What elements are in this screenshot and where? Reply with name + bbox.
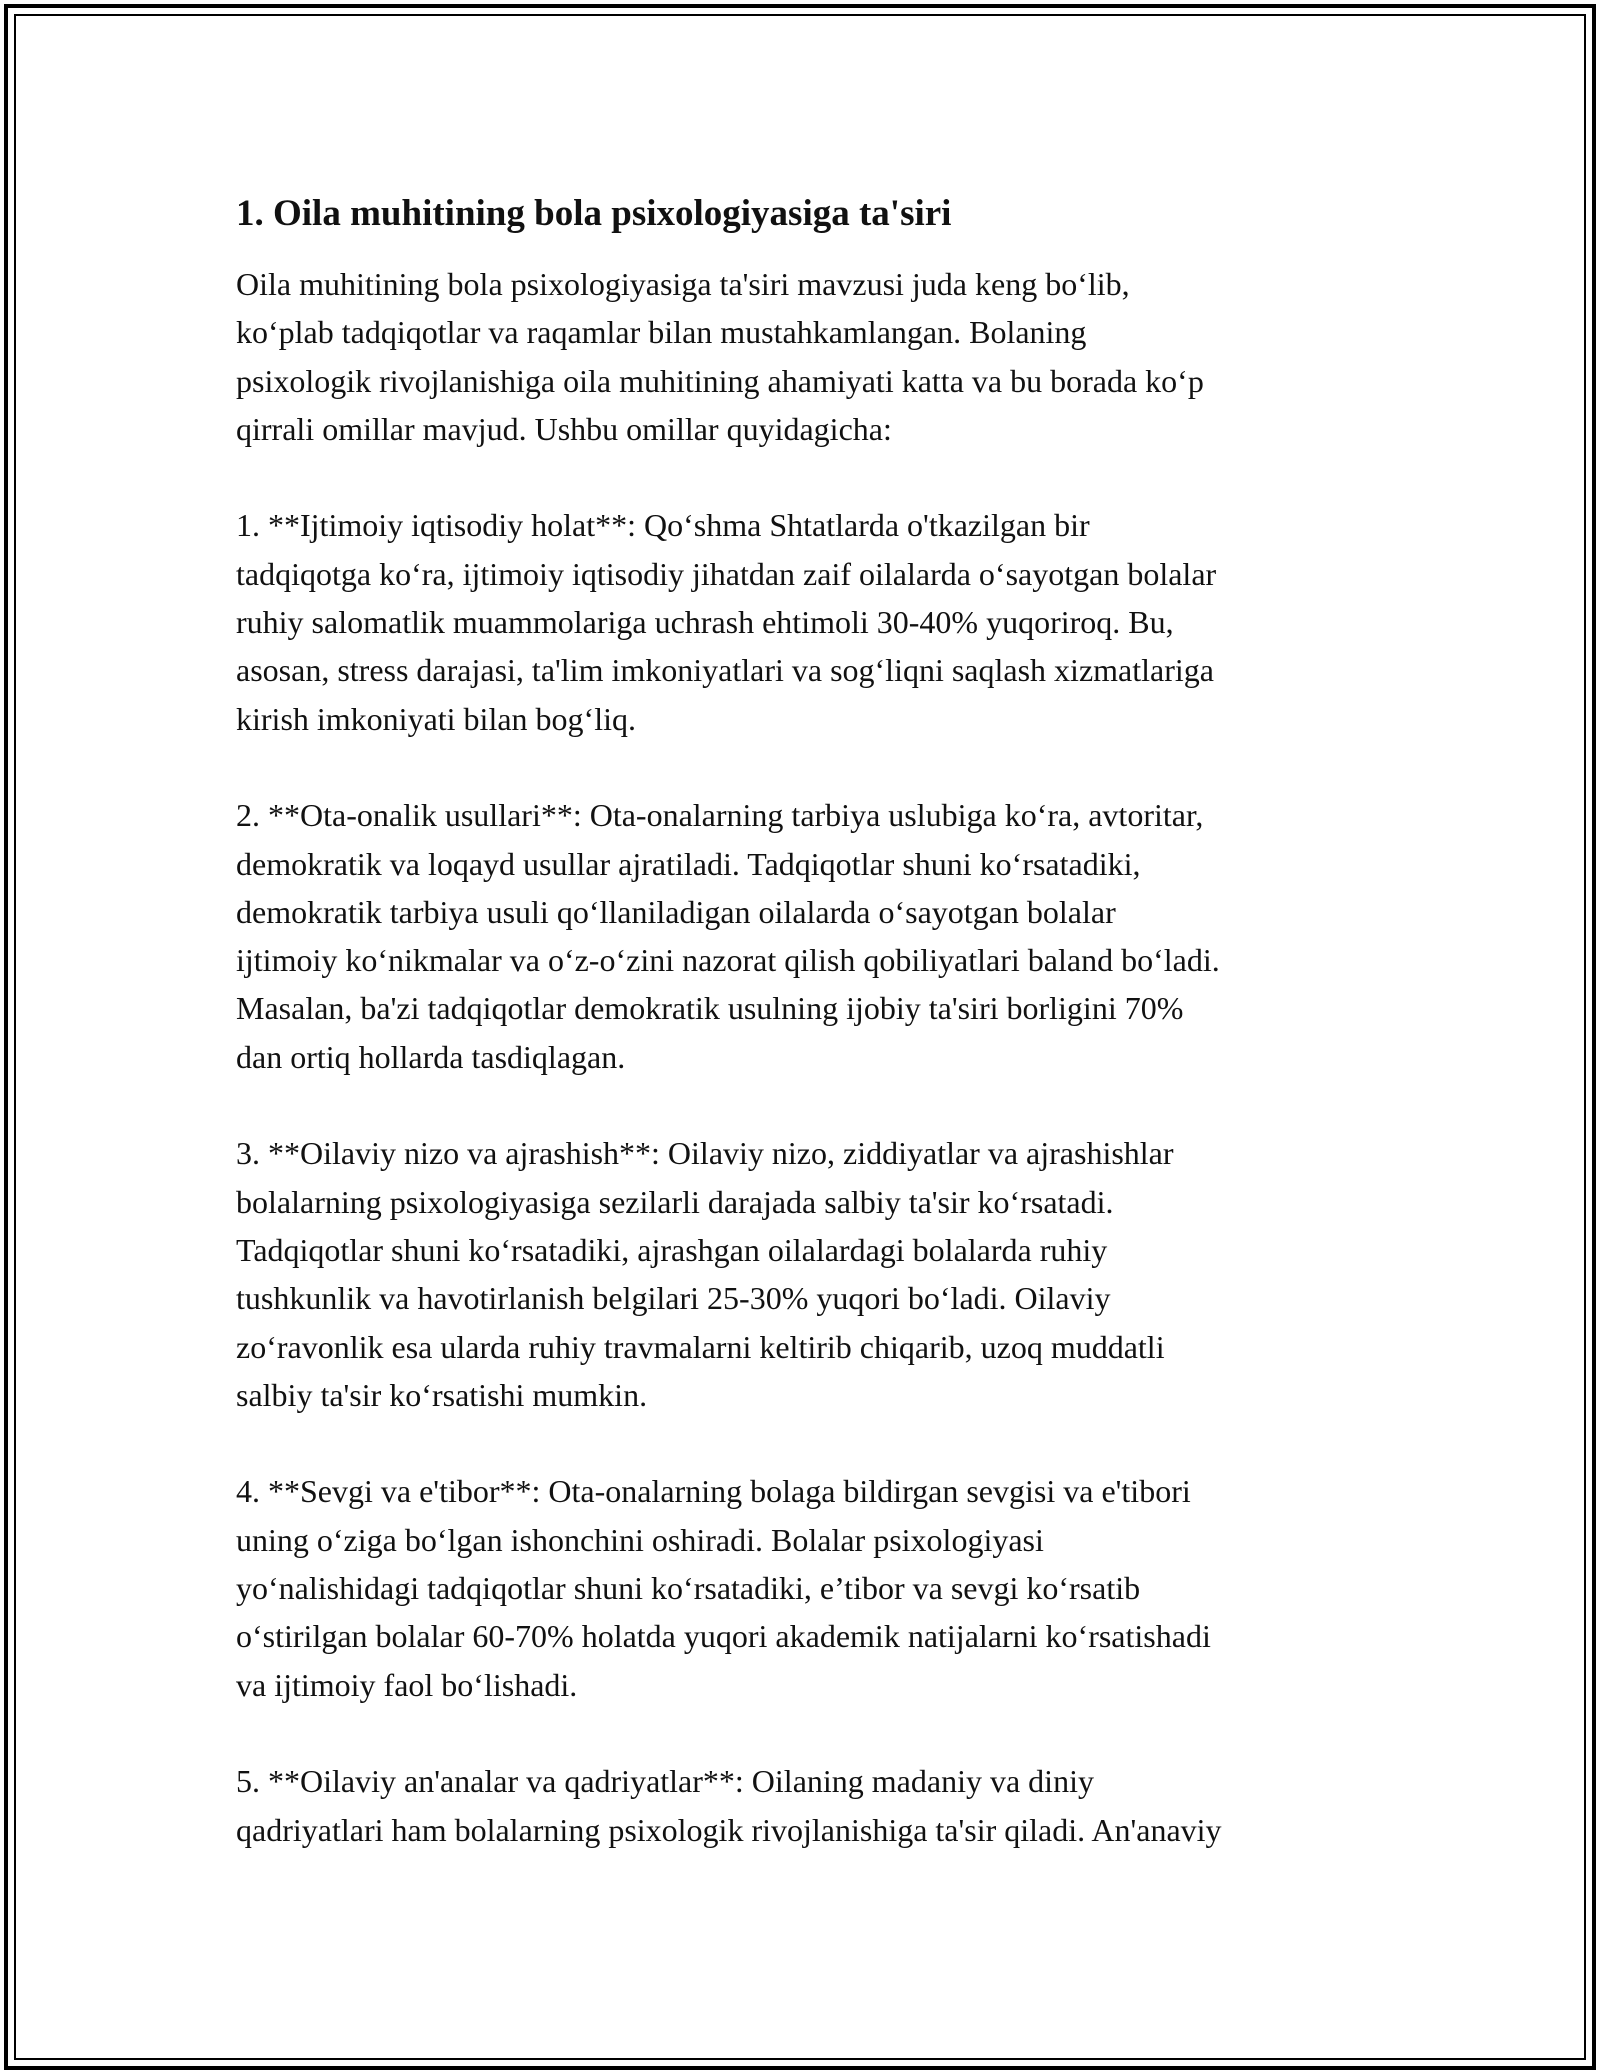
- paragraph-item-3: [236, 1129, 1376, 1419]
- text-line: ko‘plab tadqiqotlar va raqamlar bilan mustahkamlangan. Bolaning: [236, 314, 1087, 351]
- paragraph-item-5: [236, 1757, 1376, 1854]
- text-line: dan ortiq hollarda tasdiqlagan.: [236, 1038, 626, 1075]
- text-line: demokratik va loqayd usullar ajratiladi. Tadqiqotlar shuni ko‘rsatadiki,: [236, 845, 1141, 882]
- text-line: 2. **Ota-onalik usullari**: Ota-onalarning tarbiya uslubiga ko‘ra, avtoritar,: [236, 797, 1204, 834]
- text-line: kirish imkoniyati bilan bog‘liq.: [236, 700, 636, 737]
- text-line: 4. **Sevgi va e'tibor**: Ota-onalarning bolaga bildirgan sevgisi va e'tibori: [236, 1473, 1191, 1510]
- text-line: 1. **Ijtimoiy iqtisodiy holat**: Qo‘shma Shtatlarda o'tkazilgan bir: [236, 507, 1090, 544]
- text-line: va ijtimoiy faol bo‘lishadi.: [236, 1666, 578, 1703]
- text-line: ijtimoiy ko‘nikmalar va o‘z-o‘zini nazorat qilish qobiliyatlari baland bo‘ladi.: [236, 942, 1220, 979]
- document-body: [236, 186, 1376, 1902]
- text-line: qadriyatlari ham bolalarning psixologik rivojlanishiga ta'sir qiladi. An'anaviy: [236, 1811, 1222, 1848]
- text-line: asosan, stress darajasi, ta'lim imkoniyatlari va sog‘liqni saqlash xizmatlariga: [236, 652, 1214, 689]
- paragraph-intro: [236, 260, 1376, 453]
- text-line: Tadqiqotlar shuni ko‘rsatadiki, ajrashgan oilalardagi bolalarda ruhiy: [236, 1231, 1108, 1268]
- text-line: Masalan, ba'zi tadqiqotlar demokratik usulning ijobiy ta'siri borligini 70%: [236, 990, 1184, 1027]
- text-line: o‘stirilgan bolalar 60-70% holatda yuqori akademik natijalarni ko‘rsatishadi: [236, 1618, 1211, 1655]
- paragraph-item-1: [236, 501, 1376, 742]
- section-title: 1. Oila muhitining bola psixologiyasiga ta'siri: [236, 193, 952, 234]
- text-line: tushkunlik va havotirlanish belgilari 25-30% yuqori bo‘ladi. Oilaviy: [236, 1280, 1111, 1317]
- text-line: qirrali omillar mavjud. Ushbu omillar quyidagicha:: [236, 410, 892, 447]
- text-line: yo‘nalishidagi tadqiqotlar shuni ko‘rsatadiki, e’tibor va sevgi ko‘rsatib: [236, 1570, 1141, 1607]
- text-line: zo‘ravonlik esa ularda ruhiy travmalarni keltirib chiqarib, uzoq muddatli: [236, 1328, 1165, 1365]
- text-line: bolalarning psixologiyasiga sezilarli darajada salbiy ta'sir ko‘rsatadi.: [236, 1183, 1114, 1220]
- text-line: psixologik rivojlanishiga oila muhitining ahamiyati katta va bu borada ko‘p: [236, 362, 1204, 399]
- text-line: 3. **Oilaviy nizo va ajrashish**: Oilaviy nizo, ziddiyatlar va ajrashishlar: [236, 1135, 1174, 1172]
- text-line: salbiy ta'sir ko‘rsatishi mumkin.: [236, 1376, 648, 1413]
- paragraph-item-2: [236, 791, 1376, 1081]
- text-line: uning o‘ziga bo‘lgan ishonchini oshiradi. Bolalar psixologiyasi: [236, 1521, 1044, 1558]
- text-line: tadqiqotga ko‘ra, ijtimoiy iqtisodiy jihatdan zaif oilalarda o‘sayotgan bolalar: [236, 555, 1217, 592]
- text-line: 5. **Oilaviy an'analar va qadriyatlar**: Oilaning madaniy va diniy: [236, 1763, 1094, 1800]
- text-line: Oila muhitining bola psixologiyasiga ta'siri mavzusi juda keng bo‘lib,: [236, 266, 1130, 302]
- paragraph-item-4: [236, 1467, 1376, 1708]
- text-line: demokratik tarbiya usuli qo‘llaniladigan oilalarda o‘sayotgan bolalar: [236, 893, 1116, 930]
- text-line: ruhiy salomatlik muammolariga uchrash ehtimoli 30-40% yuqoriroq. Bu,: [236, 604, 1174, 641]
